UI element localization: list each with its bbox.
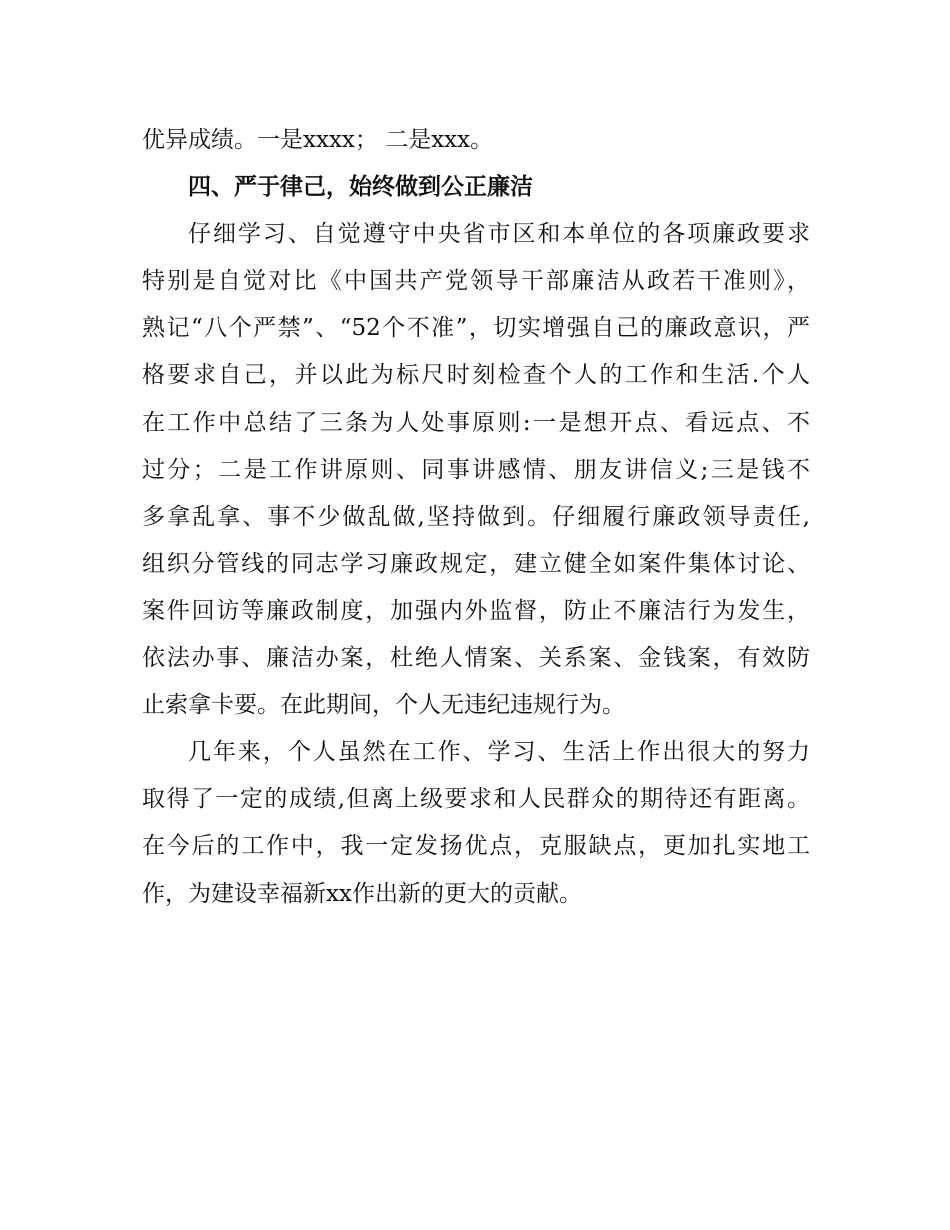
paragraph-line: 格要求自己，并以此为标尺时刻检查个人的工作和生活.个人	[142, 362, 810, 389]
paragraph-line: 案件回访等廉政制度，加强内外监督，防止不廉洁行为发生，	[142, 597, 810, 624]
paragraph-line: 特别是自觉对比《中国共产党领导干部廉洁从政若干准则》，	[142, 268, 810, 295]
document-body	[142, 117, 810, 918]
paragraph-line: 在工作中总结了三条为人处事原则:一是想开点、看远点、不	[142, 409, 810, 436]
paragraph-line: 多拿乱拿、事不少做乱做,坚持做到。仔细履行廉政领导责任,	[142, 503, 810, 530]
paragraph-line: 组织分管线的同志学习廉政规定，建立健全如案件集体讨论、	[142, 550, 810, 577]
paragraph-line: 止索拿卡要。在此期间，个人无违纪违规行为。	[142, 692, 625, 719]
paragraph-line: 熟记“八个严禁”、“52个不准”，切实增强自己的廉政意识，严	[142, 315, 810, 342]
paragraph-line: 仔细学习、自觉遵守中央省市区和本单位的各项廉政要求	[188, 221, 810, 248]
paragraph-line: 几年来，个人虽然在工作、学习、生活上作出很大的努力	[188, 739, 810, 766]
paragraph-line: 优异成绩。一是xxxx； 二是xxx。	[142, 127, 494, 153]
paragraph-line: 在今后的工作中，我一定发扬优点，克服缺点，更加扎实地工	[142, 833, 810, 860]
paragraph-line: 作，为建设幸福新xx作出新的更大的贡献。	[142, 880, 582, 907]
paragraph-line: 依法办事、廉洁办案，杜绝人情案、关系案、金钱案，有效防	[142, 645, 810, 672]
paragraph-line: 过分；二是工作讲原则、同事讲感情、朋友讲信义;三是钱不	[142, 456, 810, 483]
paragraph-line: 取得了一定的成绩,但离上级要求和人民群众的期待还有距离。	[142, 786, 810, 813]
section-heading: 四、严于律己，始终做到公正廉洁	[188, 174, 533, 201]
